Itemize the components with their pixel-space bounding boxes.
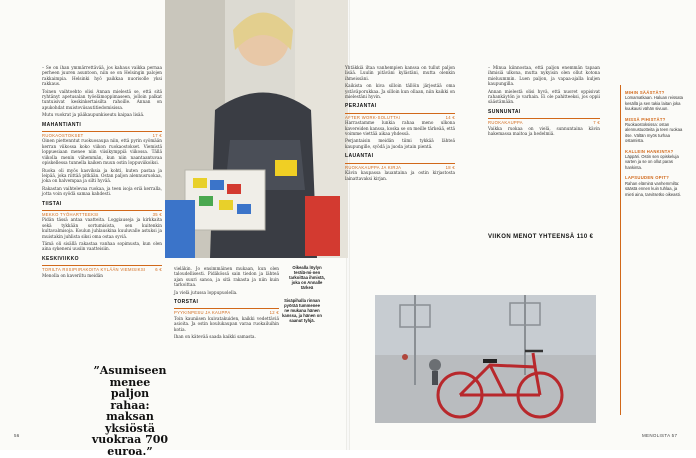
paragraph: Kävin kaupassa lauantaina ja ostin kirjastosta lainattavaksi kirjan.	[345, 170, 455, 181]
bicycle-photo	[375, 295, 596, 423]
sidebar-question: MIHIN SÄÄSTÄT?	[625, 90, 665, 95]
paragraph: Rakastan vaihtelevaa ruokaa, ja teen isoja eriä kerralla, jotta voin syödä samaa kahdesti.	[42, 185, 162, 197]
expense-line: AFTER WORK-SOLUTTAI 14 €	[345, 114, 455, 120]
paragraph: Tämä oli sisällä rakastaa vanhaa sopimusta, kun olen aina sykeneni uusiin vaatteisiin.	[42, 240, 162, 252]
bicycle-illustration	[375, 295, 596, 423]
expense-line: MEKKO TYÖHARTTEEKSI 35 €	[42, 211, 162, 217]
paragraph: Kaikista on kiva silloin tällöin järjestää oma ystäväporukkaa. Ja silloin kun ollaan, niin kaikki on mielestäni hyvin.	[345, 83, 455, 100]
paragraph: vieläkin. Jo ensimmäinen mukaan, kun olen taloudellisesti. Pidäkössä sain tiedon ja lähteä ajan suuri sanoa, ja sitä rakasta ja niin kuin tarkoittaa.	[174, 266, 279, 288]
section-heading: PERJANTAI	[345, 103, 377, 110]
sidebar-answer: Ruokaostoksissa: ostan alennustuotteita ja teen ruokaa itse. Vältän myös turhaa ostamista.	[625, 122, 683, 144]
paragraph: Perjantaisin meidän tiimi tykkää lähteä kaupungille, syödä ja juoda jotain pientä.	[345, 138, 455, 149]
expense-line: TORILTA RIISIPIIRAKOITA KYLÄÄN VIEMISIKSI 6 €	[42, 267, 162, 273]
expense-line: RUOKAOSTOKSET 17 €	[42, 133, 162, 139]
paragraph: Toin kauniisen kuivatakuiden, kaikki vedettäviä asioita. Ja ostin koulukaupan varaa ruokailuihin kotia.	[174, 315, 279, 332]
section-heading: SUNNUNTAI	[488, 108, 521, 115]
expense-line: RUOKAKAUPPA JA KIRJA 18 €	[345, 164, 455, 170]
portrait-illustration	[165, 0, 348, 258]
paragraph: Yhtäkkiä iltaa vanhempien kanssa on tullut paljon lisää. Luulin pitäväni kylästäni, mutta olenkin ihmeissäni.	[345, 65, 455, 81]
section-heading: LAUANTAI	[345, 153, 374, 160]
paragraph: Ihan on kätevää saada kaikki samasta.	[174, 334, 256, 340]
paragraph: Vaikka ruokaa on vielä, sunnuntaina kävin hakemassa maitoa ja hedelmiä.	[488, 125, 600, 137]
paragraph: Menolla on kaveriltu meidän	[42, 272, 103, 278]
paragraph: Mutu vuokrat ja pääkaupunkiseutu kaipaa lisää.	[42, 112, 145, 118]
paragraph: – Minua kiinnostaa, että paljon enemmän tapaan ihmisiä ulkona, mutta nykyisin olen ollut kotona mieluummin. Luen paljon, ja vapaa-ajalla kuljen kaupungilla.	[488, 65, 600, 87]
page-number-right: MENOLISTA 57	[642, 433, 678, 438]
expense-line: PYYKINPESU JA KAUPPA 12 €	[174, 310, 279, 316]
right-column-1	[345, 65, 455, 290]
pull-quote: ”Asumiseen menee paljon rahaa: maksan yksiöstä vuokraa 700 euroa.”	[91, 364, 169, 458]
portrait-photo	[165, 0, 348, 258]
section-heading: MAHANTIANTI	[42, 121, 82, 128]
photo-caption: Oikealla löylyn terälä-mi-nen tarkoittaa ihmistä, joka on Annalle tärkeä	[289, 265, 325, 290]
paragraph: Toinen vaihtoehto olisi Annan mielestä se, että sitä ryhtänyt apetusalan työelämoppimaseen, jolloin palkat tuntuisivat keskinkertaisilta rahoille. Annan on apukohdat muistoviisautitiedomisissa.	[42, 88, 162, 110]
section-heading: KESKIVIIKKO	[42, 255, 79, 262]
photo-caption: Sisäpihalla rinnan pyörää tummenee ne mukana hänen kanssa, ja hänen on saanut tyhjä.	[282, 298, 322, 323]
sidebar-question: KALLEIN HANKINTA?	[625, 148, 674, 154]
left-column-2	[174, 266, 279, 411]
sidebar-answer: Rahan eläminä vanhemmilta: säästä ennen kuin tuhlaa, ja mieti aina, tarvitsetko oikeasti.	[625, 180, 681, 197]
paragraph: Annan mielestä olisi hyvä, että nuoret oppisivat rahankäytön jo varhain. Ei ole pahitteeksi, jos oppii säästämään.	[488, 88, 600, 105]
right-column-2	[488, 65, 600, 230]
expense-line: RUOKAKAUPPA 7 €	[488, 120, 600, 126]
sidebar-answer: Lomamatkaan. Haluan reissata kesällä ja sen takia laitan joka kuukausi vähän sivuun.	[625, 95, 683, 112]
sidebar-question: LAPSUUDEN OPIT?	[625, 175, 670, 181]
paragraph: – Se on ihan ymmärrettävää, jos kahaus vaikka pernaa perheen juuren asuntoon, niin se on Helsingin palojen rakkaimpia. Helsinki hyö paikkaa nuorisolle yksi rakkaus.	[42, 65, 162, 87]
weekly-total-headline: VIIKON MENOT YHTEENSÄ 110 €	[488, 234, 594, 240]
section-heading: TIISTAI	[42, 200, 62, 207]
sidebar-answer: Läppäri. Ostin sen opiskeluja varten ja se on ollut paras hankinta.	[625, 154, 679, 170]
paragraph: Pidän tässä antaa vaatteita. Loggiauseja ja kirkkaita sekä tykkään sortumisista, sen kuitenkin kultavalmisoja. Koulun juhlauskina kuuluvalle astuksi ja muistakin juhlista siksi oma ostaa syviä.	[42, 217, 162, 239]
paragraph: Harrastamme lunkia rahaa meno ulkona kavereiden kanssa, koska se on meille tärkeää, että voimme viettää aikaa yhdessä.	[345, 120, 455, 137]
qa-sidebar	[620, 85, 684, 415]
paragraph: Ja vielä jutussa loppupuolella.	[174, 289, 238, 295]
paragraph: Ruoka oli myös kasviksia ja kohti, kuten pastaa ja leipää, joka riittää pitkään. Ostan paljon alennusruokaa, joka on halvempaa ja silti hyvää.	[42, 167, 162, 184]
sidebar-question: MISSÄ PIHISTÄT?	[625, 116, 666, 122]
page-number-left: 56	[14, 433, 20, 438]
paragraph: Oinen piettenntut ruokuosaupa niin, että pyrin syömään kerran viikossa koko viikon ruokaostokset. Viemistä loppuesiaan menee niin viisikymppiä viikossa. Tällä viikolla menin vähemmän, kun niin naantaantuvaa opiskellessa tunnella kaiken muun ostin loppuviikoiksi.	[42, 138, 162, 166]
section-heading: TORSTAI	[174, 299, 199, 306]
